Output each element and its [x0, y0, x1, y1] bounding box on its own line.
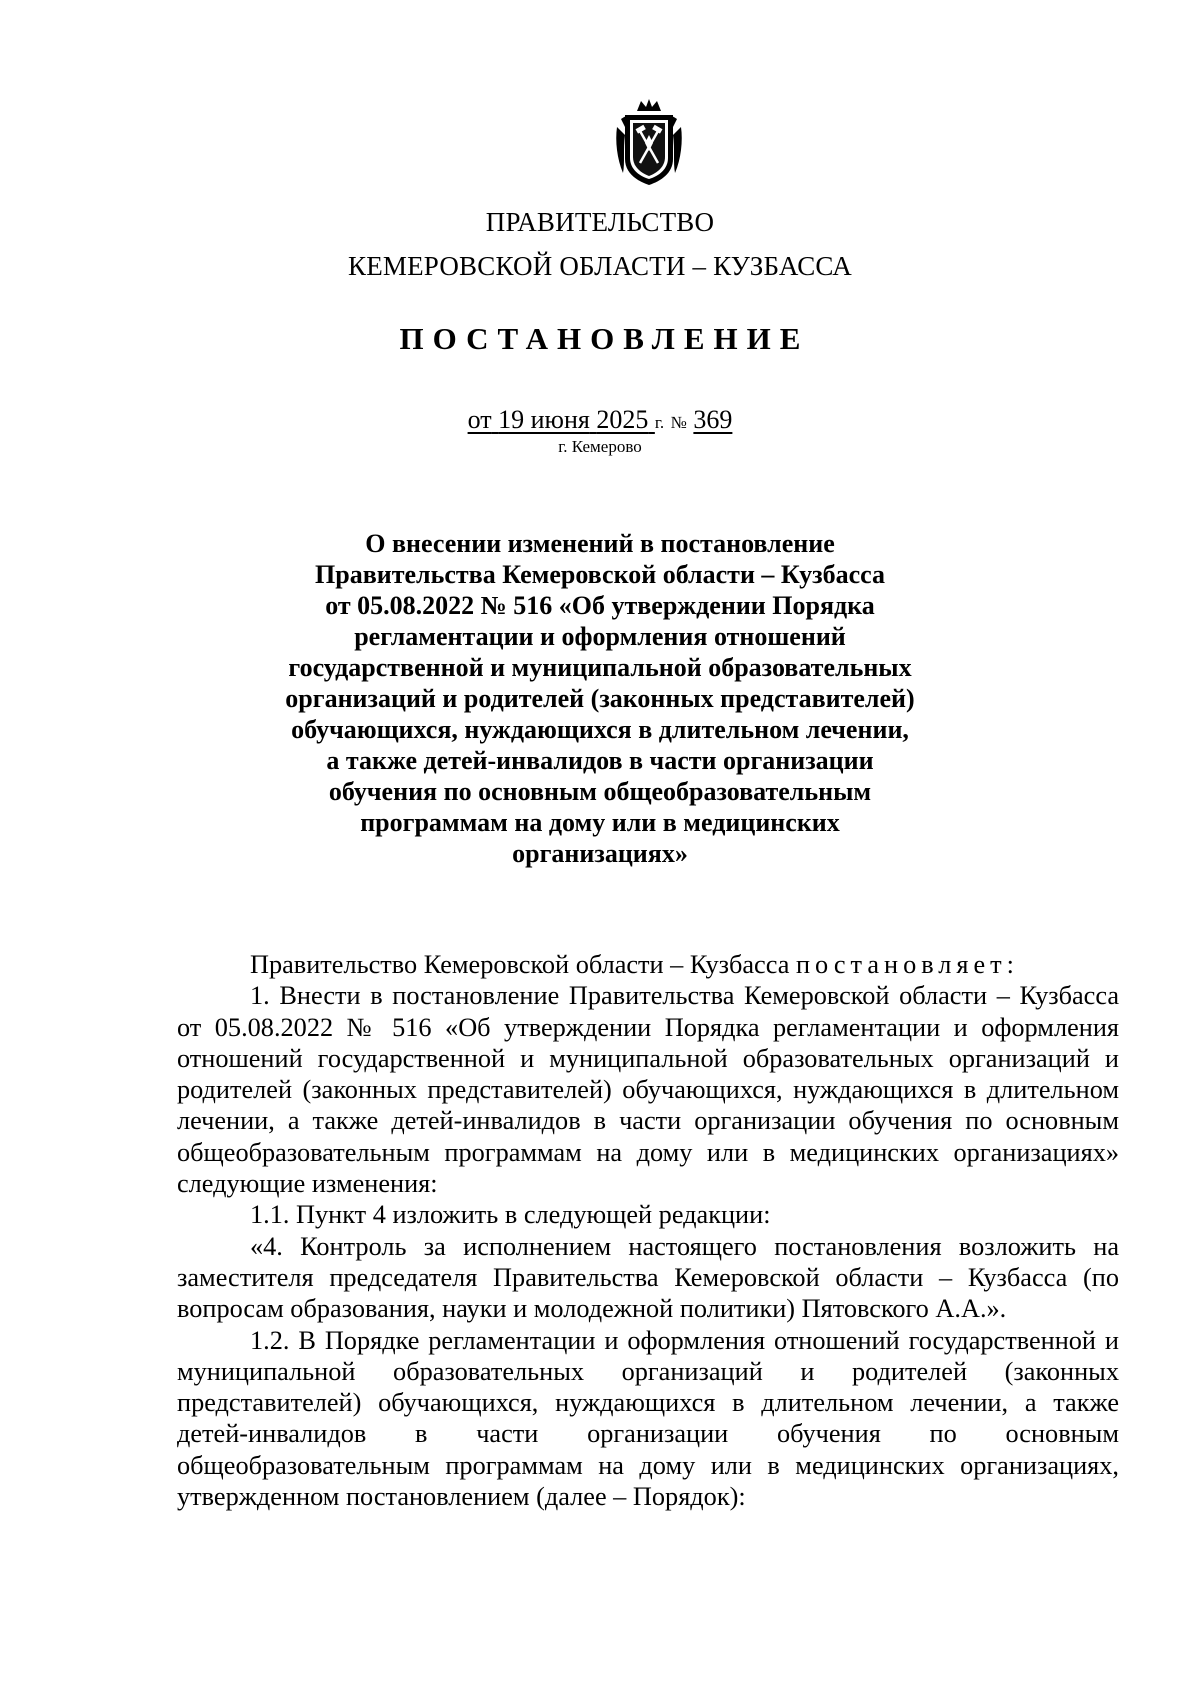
- document-body: [177, 949, 1119, 1512]
- document-date: 19 июня: [498, 405, 590, 434]
- document-city: г. Кемерово: [558, 437, 642, 456]
- title-line: а также детей-инвалидов в части организации: [326, 746, 874, 775]
- year-suffix: г.: [654, 413, 665, 432]
- title-line: Правительства Кемеровской области – Кузбасса: [315, 560, 885, 589]
- document-date-number-line: [0, 405, 1200, 438]
- government-name-line2: КЕМЕРОВСКОЙ ОБЛАСТИ – КУЗБАССА: [348, 251, 852, 281]
- title-line: организациях»: [512, 839, 688, 868]
- title-line: от 05.08.2022 № 516 «Об утверждении Порядка: [325, 591, 875, 620]
- title-line: обучающихся, нуждающихся в длительном лечении,: [291, 715, 909, 744]
- document-title: [0, 528, 1200, 869]
- paragraph-1: 1. Внести в постановление Правительства Кемеровской области – Кузбасса от 05.08.2022 № 516 «Об утверждении Порядка регламентации и оформления отношений государственной и муниципальной образовательных организаций и родителей (законных представителей) обучающихся, нуждающихся в длительном лечении, а также детей-инвалидов в части организации обучения по основным общеобразовательным программам на дому или в медицинских организациях» следующие изменения:: [177, 981, 1119, 1199]
- title-line: обучения по основным общеобразовательным: [328, 777, 872, 806]
- paragraph-1-1: 1.1. Пункт 4 изложить в следующей редакции:: [250, 1200, 771, 1230]
- document-number: 369: [693, 405, 733, 434]
- document-year: 2025: [596, 405, 649, 434]
- title-line: О внесении изменений в постановление: [365, 529, 835, 558]
- number-label: №: [670, 413, 687, 432]
- title-line: регламентации и оформления отношений: [354, 622, 846, 651]
- title-line: программам на дому или в медицинских: [360, 808, 840, 837]
- government-name-line1: ПРАВИТЕЛЬСТВО: [485, 207, 715, 237]
- quoted-paragraph-4: «4. Контроль за исполнением настоящего постановления возложить на заместителя председателя Правительства Кемеровской области – Кузбасса (по вопросам образования, науки и молодежной политики) Пятовского А.А.».: [177, 1231, 1119, 1324]
- title-line: государственной и муниципальной образовательных: [288, 653, 912, 682]
- document-type-heading: ПОСТАНОВЛЕНИЕ: [399, 321, 810, 356]
- preamble-text: Правительство Кемеровской области – Кузбасса: [250, 950, 790, 979]
- kuzbass-coat-of-arms-icon: [613, 97, 685, 189]
- title-line: организаций и родителей (законных представителей): [285, 684, 915, 713]
- preamble-paragraph: [177, 949, 1119, 980]
- preamble-verb: постановляет:: [795, 950, 1019, 979]
- date-from-label: от: [467, 405, 492, 434]
- paragraph-1-2: 1.2. В Порядке регламентации и оформления отношений государственной и муниципальной образовательных организаций и родителей (законных представителей) обучающихся, нуждающихся в длительном лечении, а также детей-инвалидов в части организации обучения по основным общеобразовательным программам на дому или в медицинских организациях, утвержденном постановлением (далее – Порядок):: [177, 1325, 1119, 1512]
